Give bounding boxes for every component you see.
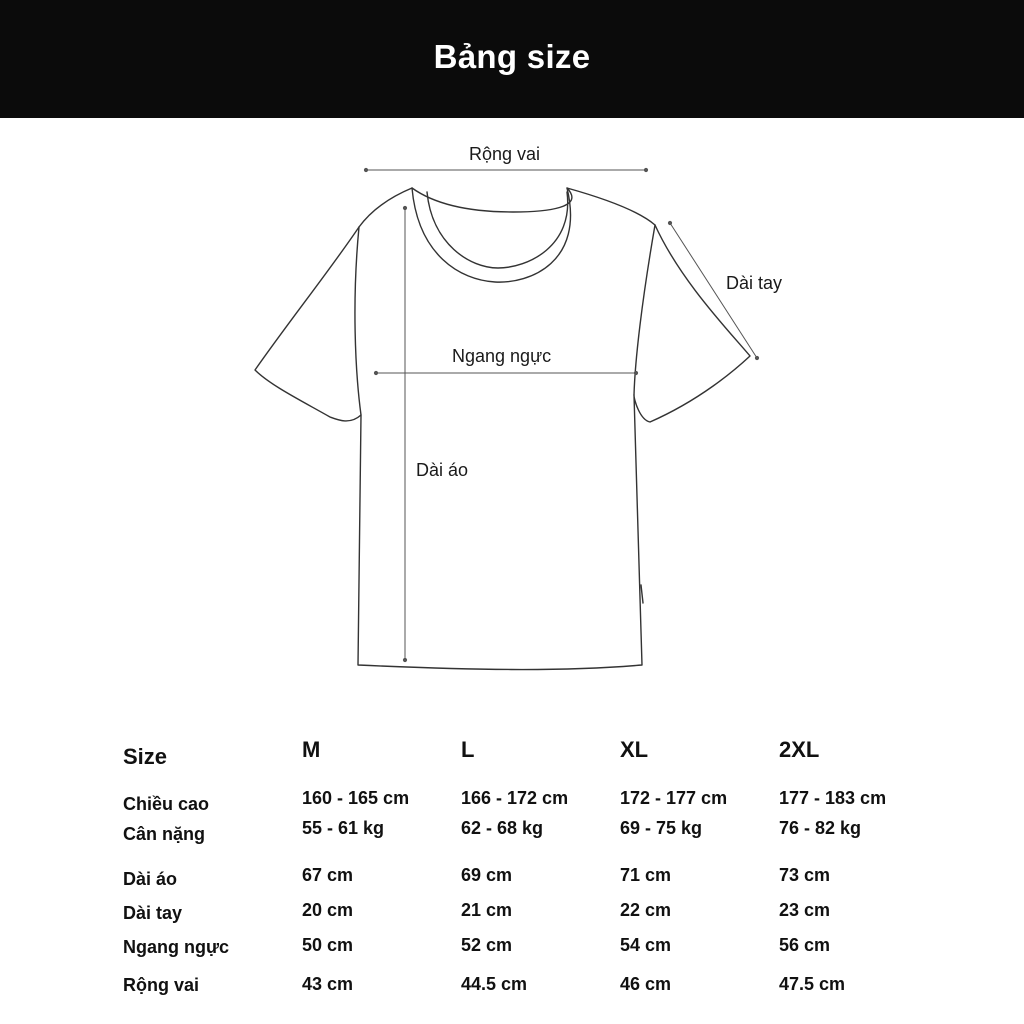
size-column-header: L xyxy=(461,737,475,762)
table-cell: 69 - 75 kg xyxy=(620,818,703,838)
length-label: Dài áo xyxy=(416,460,469,480)
row-label-shoulder: Rộng vai xyxy=(123,975,200,995)
table-cell: 69 cm xyxy=(461,865,513,885)
left-sleeve-seam xyxy=(355,227,361,415)
table-cell: 160 - 165 cm xyxy=(302,788,410,808)
table-cell: 54 cm xyxy=(620,935,672,955)
side-tag xyxy=(641,585,643,603)
table-cell: 46 cm xyxy=(620,974,672,994)
table-cell: 62 - 68 kg xyxy=(461,818,544,838)
table-cell: 177 - 183 cm xyxy=(779,788,887,808)
table-cell: 21 cm xyxy=(461,900,513,920)
page-header xyxy=(0,0,1024,118)
table-cell: 172 - 177 cm xyxy=(620,788,728,808)
tshirt-diagram xyxy=(0,118,1024,698)
table-cell: 166 - 172 cm xyxy=(461,788,569,808)
row-label-length: Dài áo xyxy=(123,869,178,889)
table-cell: 44.5 cm xyxy=(461,974,528,994)
table-cell: 47.5 cm xyxy=(779,974,846,994)
table-cell: 20 cm xyxy=(302,900,354,920)
sleeve-label: Dài tay xyxy=(726,273,783,293)
size-column-header: 2XL xyxy=(779,737,820,762)
page-title: Bảng size xyxy=(433,38,591,75)
row-label-chest: Ngang ngực xyxy=(123,937,230,957)
table-cell: 50 cm xyxy=(302,935,354,955)
size-column-header: M xyxy=(302,737,321,762)
row-label-height: Chiều cao xyxy=(123,794,210,814)
table-cell: 23 cm xyxy=(779,900,831,920)
collar-inner xyxy=(427,192,568,268)
table-cell: 73 cm xyxy=(779,865,831,885)
size-header-label: Size xyxy=(123,744,168,769)
table-cell: 76 - 82 kg xyxy=(779,818,862,838)
table-cell: 67 cm xyxy=(302,865,354,885)
chest-label: Ngang ngực xyxy=(452,346,552,366)
table-cell: 56 cm xyxy=(779,935,831,955)
size-column-header: XL xyxy=(620,737,649,762)
table-cell: 52 cm xyxy=(461,935,513,955)
right-sleeve-seam xyxy=(634,225,655,395)
row-label-weight: Cân nặng xyxy=(123,824,206,844)
table-cell: 71 cm xyxy=(620,865,672,885)
row-label-sleeve: Dài tay xyxy=(123,903,183,923)
shoulder-label: Rộng vai xyxy=(469,144,541,164)
shirt-body xyxy=(255,188,750,670)
table-cell: 43 cm xyxy=(302,974,354,994)
table-cell: 22 cm xyxy=(620,900,672,920)
tshirt-outline xyxy=(0,118,1024,698)
size-table xyxy=(0,700,1024,1024)
table-cell: 55 - 61 kg xyxy=(302,818,385,838)
